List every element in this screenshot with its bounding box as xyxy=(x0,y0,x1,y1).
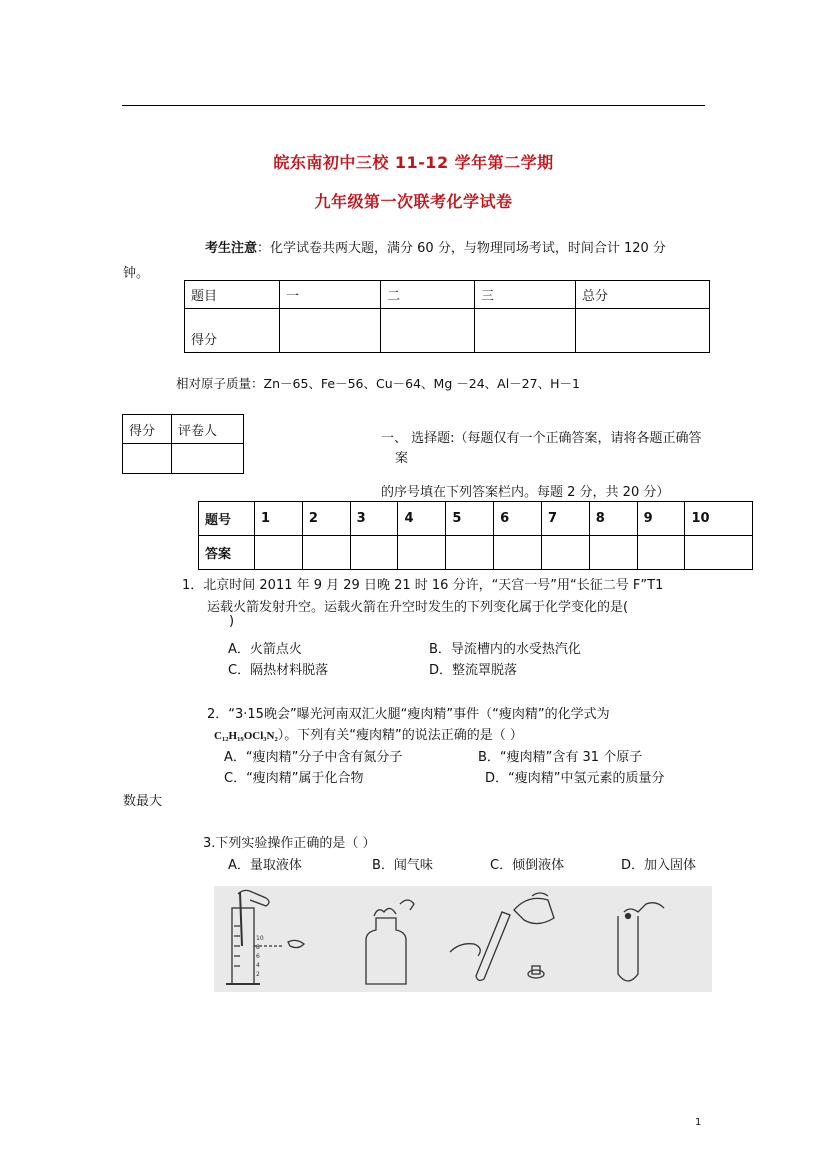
notice-text: ：化学试卷共两大题，满分 60 分，与物理同场考试，时间合计 120 分 xyxy=(257,241,666,256)
cylinder-tick-label: 2 xyxy=(256,971,260,978)
q3-option-b: B．闻气味 xyxy=(372,858,433,873)
question-number-cell: 6 xyxy=(494,502,542,536)
exam-title-line2: 九年级第一次联考化学试卷 xyxy=(314,192,513,211)
pouring-liquid-icon xyxy=(450,893,554,980)
q2-line2 xyxy=(214,724,523,743)
reagent-bottle-icon xyxy=(366,900,414,984)
cylinder-tick-label: 8 xyxy=(256,944,260,951)
graduated-cylinder-icon xyxy=(226,890,304,984)
exam-notice xyxy=(205,237,666,256)
q2-line1: 2．“3·15晚会”曝光河南双汇火腿“瘦肉精”事件（“瘦肉精”的化学式为 xyxy=(207,707,610,722)
answer-cell xyxy=(685,536,753,570)
question-number-cell: 3 xyxy=(350,502,398,536)
question-number-cell: 4 xyxy=(398,502,446,536)
question-number-cell: 10 xyxy=(685,502,753,536)
answer-cell xyxy=(350,536,398,570)
q1-option-c: C．隔热材料脱落 xyxy=(228,663,329,678)
cylinder-tick-label: 4 xyxy=(256,962,260,969)
q3-option-d: D．加入固体 xyxy=(621,858,697,873)
answer-table xyxy=(198,501,753,570)
q2-line2-rest: ）。下列有关“瘦肉精”的说法正确的是（ ） xyxy=(277,728,523,743)
q3-option-c: C．倾倒液体 xyxy=(490,858,565,873)
q2-option-b: B．“瘦肉精”含有 31 个原子 xyxy=(478,750,643,765)
answer-cell xyxy=(589,536,637,570)
notice-wrap: 钟。 xyxy=(123,266,150,281)
score-cell xyxy=(475,309,576,353)
answer-cell xyxy=(255,536,303,570)
q1-option-d: D．整流罩脱落 xyxy=(429,663,518,678)
grader-cell xyxy=(172,444,244,474)
question-number-cell: 9 xyxy=(637,502,685,536)
score-table-header: 题目 xyxy=(185,281,280,309)
answer-cell xyxy=(446,536,494,570)
score-cell xyxy=(576,309,710,353)
q2-option-d: D．“瘦肉精”中氢元素的质量分 xyxy=(485,771,665,786)
header-rule xyxy=(122,105,705,106)
question-number-cell: 7 xyxy=(541,502,589,536)
lab-operations-illustration xyxy=(214,886,712,992)
q2-option-c: C．“瘦肉精”属于化合物 xyxy=(224,771,364,786)
grader-table xyxy=(122,414,244,474)
section1-instructions: 的序号填在下列答案栏内。每题 2 分，共 20 分） xyxy=(381,485,670,500)
score-table-header: 总分 xyxy=(576,281,710,309)
answer-table-row1-label: 题号 xyxy=(199,502,255,536)
cylinder-tick-label: 10 xyxy=(256,935,264,942)
question-number-cell: 1 xyxy=(255,502,303,536)
nose-icon xyxy=(400,900,414,910)
answer-cell xyxy=(302,536,350,570)
q1-line3: ) xyxy=(229,614,235,629)
grader-score-label: 得分 xyxy=(123,415,172,444)
section1-heading: 一、 选择题:（每题仅有一个正确答案，请将各题正确答 xyxy=(381,431,702,446)
q3-option-a: A．量取液体 xyxy=(228,858,302,873)
atomic-mass-line: 相对原子质量：Zn－65、Fe－56、Cu－64、Mg －24、Al－27、H－1 xyxy=(176,376,580,391)
notice-label: 考生注意 xyxy=(205,241,258,256)
q2-option-d-wrap: 数最大 xyxy=(123,794,163,809)
question-number-cell: 8 xyxy=(589,502,637,536)
eye-icon xyxy=(288,940,304,947)
score-cell xyxy=(280,309,381,353)
q1-option-b: B．导流槽内的水受热汽化 xyxy=(429,642,581,657)
exam-title-line1: 皖东南初中三校 11-12 学年第二学期 xyxy=(273,153,554,172)
answer-cell xyxy=(637,536,685,570)
q2-option-a: A．“瘦肉精”分子中含有氮分子 xyxy=(224,750,403,765)
adding-solid-icon xyxy=(618,903,664,981)
grader-label: 评卷人 xyxy=(172,415,244,444)
q1-line1: 1．北京时间 2011 年 9 月 29 日晚 21 时 16 分许，“天宫一号”用“长征二号 F”T1 xyxy=(182,578,664,593)
q2-formula: C₁₂H₁₉OCl₃N₂ xyxy=(214,730,278,742)
answer-cell xyxy=(494,536,542,570)
q1-option-a: A．火箭点火 xyxy=(228,642,302,657)
score-table-row-label: 得分 xyxy=(185,309,280,353)
answer-cell xyxy=(541,536,589,570)
answer-table-row2-label: 答案 xyxy=(199,536,255,570)
q3-lab-figure xyxy=(214,886,712,992)
cylinder-tick-label: 6 xyxy=(256,953,260,960)
score-cell xyxy=(381,309,475,353)
q3-line1: 3.下列实验操作正确的是（ ） xyxy=(203,836,376,851)
q1-line2: 运载火箭发射升空。运载火箭在升空时发生的下列变化属于化学变化的是( xyxy=(207,600,629,615)
question-number-cell: 2 xyxy=(302,502,350,536)
page-number: 1 xyxy=(695,1117,702,1128)
question-number-cell: 5 xyxy=(446,502,494,536)
answer-cell xyxy=(398,536,446,570)
score-table-header: 二 xyxy=(381,281,475,309)
score-table-header: 三 xyxy=(475,281,576,309)
score-table-header: 一 xyxy=(280,281,381,309)
grader-cell xyxy=(123,444,172,474)
section1-heading-wrap: 案 xyxy=(395,451,409,466)
score-table xyxy=(184,280,710,353)
